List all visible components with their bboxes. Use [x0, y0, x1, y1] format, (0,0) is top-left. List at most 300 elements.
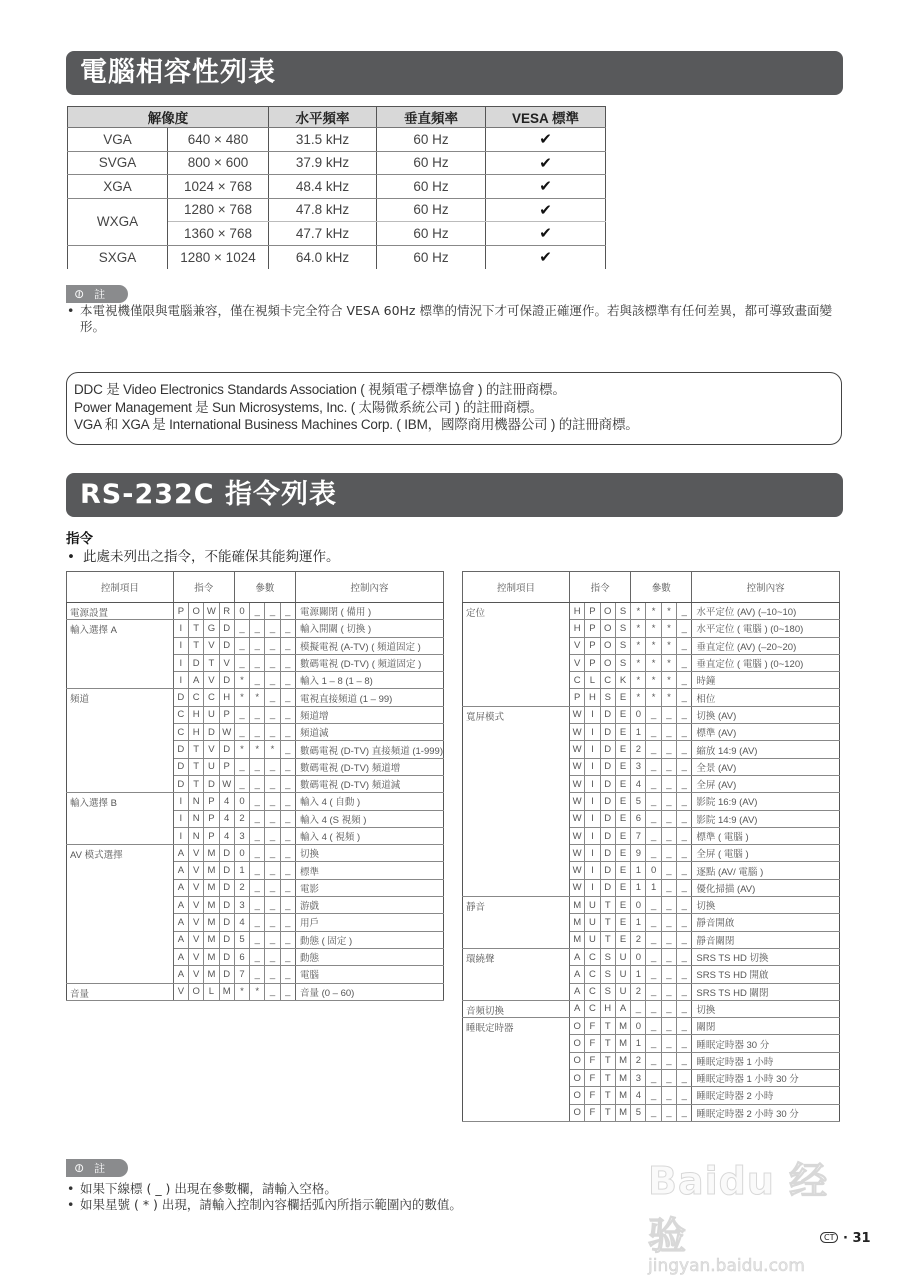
parameter-char: _ [265, 845, 280, 862]
v-freq: 60 Hz [377, 222, 486, 246]
col-vesa: VESA 標準 [486, 107, 606, 128]
control-content: SRS TS HD 開啟 [692, 966, 840, 983]
h-freq: 47.7 kHz [269, 222, 377, 246]
command-char: V [204, 672, 219, 689]
parameter-char: _ [280, 775, 295, 792]
command-char: M [615, 1087, 630, 1104]
command-char: A [570, 966, 585, 983]
command-char: A [173, 931, 188, 948]
command-char: E [615, 706, 630, 723]
command-char: I [585, 879, 600, 896]
parameter-char: _ [265, 672, 280, 689]
command-char: P [219, 758, 234, 775]
parameter-char: _ [646, 793, 661, 810]
control-content: 電源關閉 ( 備用 ) [295, 603, 443, 620]
command-char: T [600, 1087, 615, 1104]
parameter-char: _ [265, 879, 280, 896]
command-char: D [219, 741, 234, 758]
parameter-char: 2 [631, 1052, 646, 1069]
command-char: D [173, 758, 188, 775]
command-char: D [173, 775, 188, 792]
command-char: C [189, 689, 204, 706]
parameter-char: 3 [234, 897, 249, 914]
parameter-char: 4 [234, 914, 249, 931]
control-content: 數碼電視 (D-TV) 直接頻道 (1-999) [295, 741, 443, 758]
command-char: O [189, 983, 204, 1000]
page-footer [820, 1231, 871, 1246]
command-char: P [204, 810, 219, 827]
parameter-char: * [646, 620, 661, 637]
parameter-char: _ [677, 1018, 692, 1035]
control-content: 頻道減 [295, 724, 443, 741]
parameter-char: _ [677, 931, 692, 948]
command-char: O [570, 1070, 585, 1087]
command-char: U [204, 706, 219, 723]
control-item: 電源設置 [67, 603, 174, 620]
command-char: U [615, 948, 630, 965]
command-char: W [570, 879, 585, 896]
control-item: 靜音 [463, 897, 570, 949]
control-content: 電影 [295, 879, 443, 896]
command-char: D [600, 879, 615, 896]
command-char: D [219, 845, 234, 862]
parameter-char: _ [250, 654, 265, 671]
table-row [67, 793, 444, 810]
command-char: W [219, 775, 234, 792]
command-char: C [173, 706, 188, 723]
command-char: P [173, 603, 188, 620]
command-char: F [585, 1087, 600, 1104]
command-char: D [173, 741, 188, 758]
control-content: 切換 [295, 845, 443, 862]
command-char: E [615, 793, 630, 810]
control-content: 輸入 1 – 8 (1 – 8) [295, 672, 443, 689]
command-char: D [219, 966, 234, 983]
command-char: M [204, 948, 219, 965]
v-freq: 60 Hz [377, 245, 486, 269]
parameter-char: _ [646, 1018, 661, 1035]
control-content: 關閉 [692, 1018, 840, 1035]
command-char: A [173, 845, 188, 862]
parameter-char: * [234, 689, 249, 706]
parameter-char: _ [265, 637, 280, 654]
command-char: D [219, 620, 234, 637]
parameter-char: _ [234, 654, 249, 671]
watermark-logo: Baidu 经验 [648, 1159, 829, 1258]
parameter-char: _ [646, 1035, 661, 1052]
parameter-char: * [250, 689, 265, 706]
control-content: 標準 [295, 862, 443, 879]
section-title-compat: 電腦相容性列表 [66, 51, 843, 95]
parameter-char: _ [646, 914, 661, 931]
parameter-char: _ [250, 775, 265, 792]
parameter-char: _ [677, 758, 692, 775]
control-item: 輸入選擇 B [67, 793, 174, 845]
control-content: 優化掃描 (AV) [692, 879, 840, 896]
parameter-char: _ [265, 724, 280, 741]
command-char: V [189, 914, 204, 931]
command-char: W [570, 724, 585, 741]
command-char: W [570, 845, 585, 862]
control-content: 標準 (AV) [692, 724, 840, 741]
control-content: 睡眠定時器 2 小時 [692, 1087, 840, 1104]
command-char: O [570, 1052, 585, 1069]
parameter-char: _ [280, 966, 295, 983]
command-char: M [615, 1052, 630, 1069]
v-freq: 60 Hz [377, 151, 486, 175]
parameter-char: 1 [631, 862, 646, 879]
resolution: 800 × 600 [168, 151, 269, 175]
control-content: 時鐘 [692, 672, 840, 689]
col-v-freq: 垂直頻率 [377, 107, 486, 128]
parameter-char: _ [661, 1052, 676, 1069]
parameter-char: _ [677, 620, 692, 637]
table-row [67, 983, 444, 1000]
command-char: E [615, 741, 630, 758]
parameter-char: _ [280, 603, 295, 620]
parameter-char: 3 [631, 1070, 646, 1087]
command-char: D [600, 775, 615, 792]
parameter-char: _ [280, 879, 295, 896]
command-char: W [219, 724, 234, 741]
command-char: O [570, 1104, 585, 1121]
h-freq: 47.8 kHz [269, 198, 377, 222]
table-row [68, 245, 606, 269]
table-row [67, 689, 444, 706]
trademark-line: DDC 是 Video Electronics Standards Association ( 視頻電子標準協會 ) 的註冊商標。 [74, 382, 566, 397]
parameter-char: _ [250, 672, 265, 689]
resolution: 640 × 480 [168, 128, 269, 152]
parameter-char: _ [280, 914, 295, 931]
command-char: C [585, 983, 600, 1000]
parameter-char: _ [280, 931, 295, 948]
control-content: 音量 (0 – 60) [295, 983, 443, 1000]
resolution: 1280 × 1024 [168, 245, 269, 269]
parameter-char: 6 [631, 810, 646, 827]
parameter-char: _ [646, 827, 661, 844]
parameter-char: _ [677, 741, 692, 758]
paperclip-icon: ⊘ [70, 285, 88, 303]
parameter-char: 0 [234, 603, 249, 620]
command-char: I [585, 845, 600, 862]
parameter-char: _ [677, 775, 692, 792]
command-char: D [219, 862, 234, 879]
command-char: W [570, 741, 585, 758]
command-char: I [173, 637, 188, 654]
command-char: C [600, 672, 615, 689]
watermark-url: jingyan.baidu.com [648, 1256, 805, 1276]
commands-bullet: • 此處未列出之指令，不能確保其能夠運作。 [65, 545, 339, 565]
parameter-char: * [646, 603, 661, 620]
command-char: V [204, 637, 219, 654]
parameter-char: _ [661, 1000, 676, 1017]
control-content: 靜音開啟 [692, 914, 840, 931]
parameter-char: _ [661, 1018, 676, 1035]
parameter-char: _ [265, 914, 280, 931]
parameter-char: _ [677, 845, 692, 862]
parameter-char: 6 [234, 948, 249, 965]
control-item: 輸入選擇 A [67, 620, 174, 689]
parameter-char: _ [661, 827, 676, 844]
command-char: D [600, 810, 615, 827]
command-char: A [570, 1000, 585, 1017]
parameter-char: _ [677, 1035, 692, 1052]
command-char: V [189, 897, 204, 914]
command-char: V [173, 983, 188, 1000]
parameter-char: * [661, 654, 676, 671]
control-item: 環繞聲 [463, 948, 570, 1000]
parameter-char: 1 [631, 724, 646, 741]
parameter-char: _ [677, 1000, 692, 1017]
parameter-char: _ [661, 1087, 676, 1104]
parameter-char: _ [661, 758, 676, 775]
command-char: E [615, 775, 630, 792]
command-char: D [219, 637, 234, 654]
command-char: F [585, 1052, 600, 1069]
parameter-char: _ [280, 862, 295, 879]
command-char: T [600, 914, 615, 931]
language-badge: CT [820, 1232, 838, 1243]
parameter-char: _ [646, 897, 661, 914]
control-item: 寬屏模式 [463, 706, 570, 896]
command-char: C [173, 724, 188, 741]
command-char: W [204, 603, 219, 620]
parameter-char: _ [677, 914, 692, 931]
command-char: D [600, 758, 615, 775]
parameter-char: _ [250, 897, 265, 914]
parameter-char: _ [661, 1070, 676, 1087]
control-content: 輸入 4 ( 自動 ) [295, 793, 443, 810]
table-row [68, 175, 606, 199]
parameter-char: _ [677, 654, 692, 671]
control-content: 睡眠定時器 1 小時 [692, 1052, 840, 1069]
parameter-char: _ [646, 1070, 661, 1087]
control-content: 全屏 ( 電腦 ) [692, 845, 840, 862]
parameter-char: _ [280, 948, 295, 965]
command-char: G [204, 620, 219, 637]
parameter-char: _ [234, 775, 249, 792]
command-char: V [189, 966, 204, 983]
parameter-char: _ [646, 983, 661, 1000]
command-char: D [219, 672, 234, 689]
command-char: U [585, 914, 600, 931]
command-char: O [189, 603, 204, 620]
mode: WXGA [68, 198, 168, 245]
control-item: AV 模式選擇 [67, 845, 174, 983]
parameter-char: _ [250, 758, 265, 775]
parameter-char: 2 [234, 879, 249, 896]
parameter-char: _ [661, 810, 676, 827]
parameter-char: 1 [646, 879, 661, 896]
command-char: 4 [219, 810, 234, 827]
control-content: 電視直接頻道 (1 – 99) [295, 689, 443, 706]
parameter-char: _ [280, 758, 295, 775]
v-freq: 60 Hz [377, 175, 486, 199]
parameter-char: _ [677, 689, 692, 706]
parameter-char: _ [280, 689, 295, 706]
command-char: L [204, 983, 219, 1000]
check-icon: ✔ [486, 222, 606, 246]
command-char: E [615, 810, 630, 827]
control-content: 動態 ( 固定 ) [295, 931, 443, 948]
v-freq: 60 Hz [377, 128, 486, 152]
parameter-char: * [646, 654, 661, 671]
parameter-char: _ [661, 879, 676, 896]
command-char: I [585, 793, 600, 810]
table-row [68, 151, 606, 175]
trademark-box [66, 372, 842, 445]
h-freq: 48.4 kHz [269, 175, 377, 199]
command-char: D [189, 654, 204, 671]
control-content: 切換 [692, 897, 840, 914]
parameter-char: _ [661, 897, 676, 914]
command-char: D [600, 862, 615, 879]
rs232-table-left [66, 571, 444, 1001]
parameter-char: _ [661, 775, 676, 792]
trademark-line: VGA 和 XGA 是 International Business Machines Corp. ( IBM，國際商用機器公司 ) 的註冊商標。 [74, 417, 639, 432]
command-char: M [570, 897, 585, 914]
command-char: O [600, 620, 615, 637]
parameter-char: 0 [234, 793, 249, 810]
command-char: E [615, 758, 630, 775]
command-char: V [189, 931, 204, 948]
parameter-char: _ [265, 966, 280, 983]
command-char: C [204, 689, 219, 706]
parameter-char: _ [646, 966, 661, 983]
h-freq: 31.5 kHz [269, 128, 377, 152]
parameter-char: _ [265, 775, 280, 792]
command-char: H [585, 689, 600, 706]
command-char: E [615, 931, 630, 948]
command-char: T [189, 637, 204, 654]
command-char: P [585, 603, 600, 620]
parameter-char: _ [265, 758, 280, 775]
command-char: A [173, 914, 188, 931]
parameter-char: 4 [631, 775, 646, 792]
col-control-item: 控制項目 [67, 572, 174, 603]
command-char: S [615, 654, 630, 671]
control-content: 影院 16:9 (AV) [692, 793, 840, 810]
col-parameter: 參數 [234, 572, 295, 603]
parameter-char: _ [265, 862, 280, 879]
command-char: C [570, 672, 585, 689]
col-control-item: 控制項目 [463, 572, 570, 603]
command-char: F [585, 1035, 600, 1052]
parameter-char: _ [250, 931, 265, 948]
parameter-char: _ [234, 637, 249, 654]
parameter-char: _ [677, 1087, 692, 1104]
command-char: I [585, 775, 600, 792]
command-char: E [615, 879, 630, 896]
parameter-char: _ [280, 983, 295, 1000]
command-char: W [570, 862, 585, 879]
command-char: F [585, 1018, 600, 1035]
command-char: D [219, 914, 234, 931]
parameter-char: _ [677, 637, 692, 654]
control-content: 輸入 4 (S 視頻 ) [295, 810, 443, 827]
parameter-char: _ [265, 810, 280, 827]
resolution: 1280 × 768 [168, 198, 269, 222]
command-char: W [570, 810, 585, 827]
command-char: M [219, 983, 234, 1000]
command-char: E [615, 689, 630, 706]
check-icon: ✔ [486, 245, 606, 269]
section-title-rs232c: RS-232C 指令列表 [66, 473, 843, 517]
command-char: M [615, 1104, 630, 1121]
parameter-char: * [631, 689, 646, 706]
control-content: 數碼電視 (D-TV) 頻道減 [295, 775, 443, 792]
command-char: D [219, 879, 234, 896]
command-char: H [219, 689, 234, 706]
v-freq: 60 Hz [377, 198, 486, 222]
command-char: M [204, 862, 219, 879]
command-char: U [585, 931, 600, 948]
parameter-char: _ [661, 724, 676, 741]
parameter-char: _ [661, 1104, 676, 1121]
command-char: P [585, 620, 600, 637]
col-control-content: 控制內容 [692, 572, 840, 603]
parameter-char: _ [646, 1000, 661, 1017]
command-char: E [615, 845, 630, 862]
parameter-char: _ [661, 741, 676, 758]
parameter-char: * [631, 672, 646, 689]
command-char: M [615, 1018, 630, 1035]
parameter-char: _ [661, 706, 676, 723]
control-content: 睡眠定時器 1 小時 30 分 [692, 1070, 840, 1087]
note-item: • 如果星號 ( * ) 出現，請輸入控制內容欄括弧內所指示範圍內的數值。 [65, 1197, 625, 1213]
parameter-char: * [661, 603, 676, 620]
command-char: M [615, 1070, 630, 1087]
command-char: I [585, 741, 600, 758]
control-content: 垂直定位 ( 電腦 ) (0~120) [692, 654, 840, 671]
parameter-char: _ [250, 845, 265, 862]
command-char: P [570, 689, 585, 706]
command-char: M [204, 897, 219, 914]
command-char: S [600, 689, 615, 706]
table-row [463, 948, 840, 965]
check-icon: ✔ [486, 175, 606, 199]
parameter-char: 5 [234, 931, 249, 948]
parameter-char: _ [677, 983, 692, 1000]
parameter-char: _ [677, 1104, 692, 1121]
command-char: D [173, 689, 188, 706]
command-char: A [173, 862, 188, 879]
col-resolution: 解像度 [68, 107, 269, 128]
command-char: T [189, 741, 204, 758]
parameter-char: 1 [631, 966, 646, 983]
parameter-char: _ [661, 966, 676, 983]
command-char: D [219, 931, 234, 948]
parameter-char: * [234, 672, 249, 689]
command-char: V [189, 862, 204, 879]
parameter-char: _ [661, 1035, 676, 1052]
control-item: 頻道 [67, 689, 174, 793]
paperclip-icon: ⊘ [70, 1159, 88, 1177]
note-tag [66, 1159, 128, 1177]
parameter-char: 0 [631, 706, 646, 723]
control-content: 數碼電視 (D-TV) 頻道增 [295, 758, 443, 775]
control-item: 睡眠定時器 [463, 1018, 570, 1122]
parameter-char: * [661, 672, 676, 689]
table-row [463, 706, 840, 723]
command-char: M [204, 879, 219, 896]
command-char: N [189, 827, 204, 844]
command-char: P [204, 827, 219, 844]
control-content: 頻道增 [295, 706, 443, 723]
table-row [463, 603, 840, 620]
parameter-char: _ [265, 983, 280, 1000]
command-char: A [570, 983, 585, 1000]
